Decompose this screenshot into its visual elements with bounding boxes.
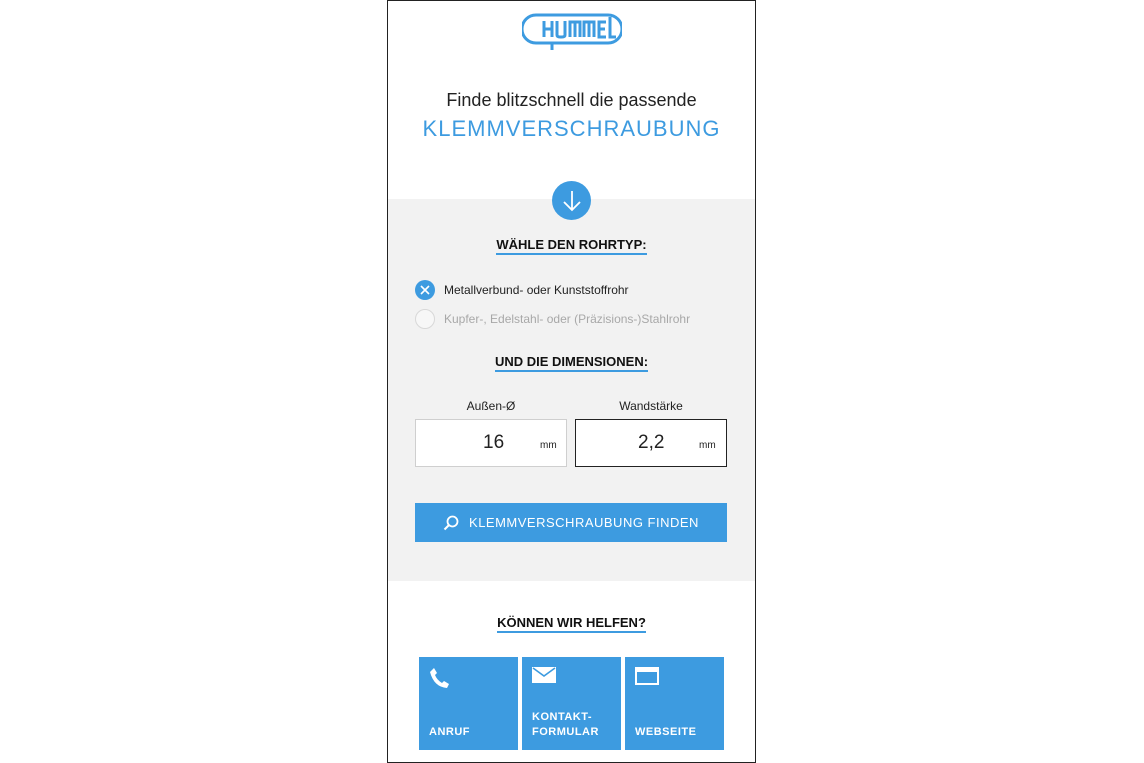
- hero-subtitle: Finde blitzschnell die passende: [446, 90, 697, 110]
- outer-diameter-field[interactable]: [415, 419, 567, 467]
- dimensions-title: UND DIE DIMENSIONEN:: [388, 354, 755, 369]
- outer-diameter-unit: mm: [540, 440, 557, 451]
- radio-label: Metallverbund- oder Kunststoffrohr: [444, 283, 629, 297]
- wall-thickness-field[interactable]: [575, 419, 727, 467]
- outer-diameter-label: Außen-Ø: [466, 399, 516, 413]
- wall-thickness-label: Wandstärke: [619, 399, 683, 413]
- search-icon: [443, 515, 459, 531]
- wall-thickness-value[interactable]: 2,2: [638, 432, 665, 453]
- find-fitting-button[interactable]: [415, 503, 727, 542]
- radio-label: Kupfer-, Edelstahl- oder (Präzisions-)Stahlrohr: [444, 312, 691, 326]
- checkmark-x-icon: [420, 285, 430, 295]
- hummel-logo: [522, 9, 622, 51]
- pipe-type-title: WÄHLE DEN ROHRTYP:: [388, 237, 755, 252]
- app-frame: [387, 0, 756, 763]
- envelope-icon: [532, 667, 556, 683]
- browser-icon: [635, 667, 659, 685]
- help-title: KÖNNEN WIR HELFEN?: [388, 615, 755, 630]
- arrow-down-icon: [562, 189, 582, 213]
- find-fitting-label: KLEMMVERSCHRAUBUNG FINDEN: [469, 515, 699, 530]
- radio-option-copper-steel[interactable]: [415, 308, 690, 330]
- call-tile[interactable]: [419, 657, 518, 750]
- scroll-down-button[interactable]: [552, 181, 591, 220]
- radio-unchecked[interactable]: [415, 309, 435, 329]
- wall-thickness-unit: mm: [699, 440, 716, 451]
- outer-diameter-value[interactable]: 16: [483, 432, 505, 453]
- contact-form-tile[interactable]: [522, 657, 621, 750]
- hero-headline: KLEMMVERSCHRAUBUNG: [422, 116, 721, 141]
- website-tile[interactable]: [625, 657, 724, 750]
- radio-option-composite[interactable]: [415, 279, 629, 301]
- radio-checked[interactable]: [415, 280, 435, 300]
- call-tile-label: ANRUF: [429, 726, 470, 738]
- phone-icon: [429, 667, 451, 689]
- website-tile-label: WEBSEITE: [635, 726, 697, 738]
- contact-form-tile-label: KONTAKT- FORMULAR: [532, 711, 599, 738]
